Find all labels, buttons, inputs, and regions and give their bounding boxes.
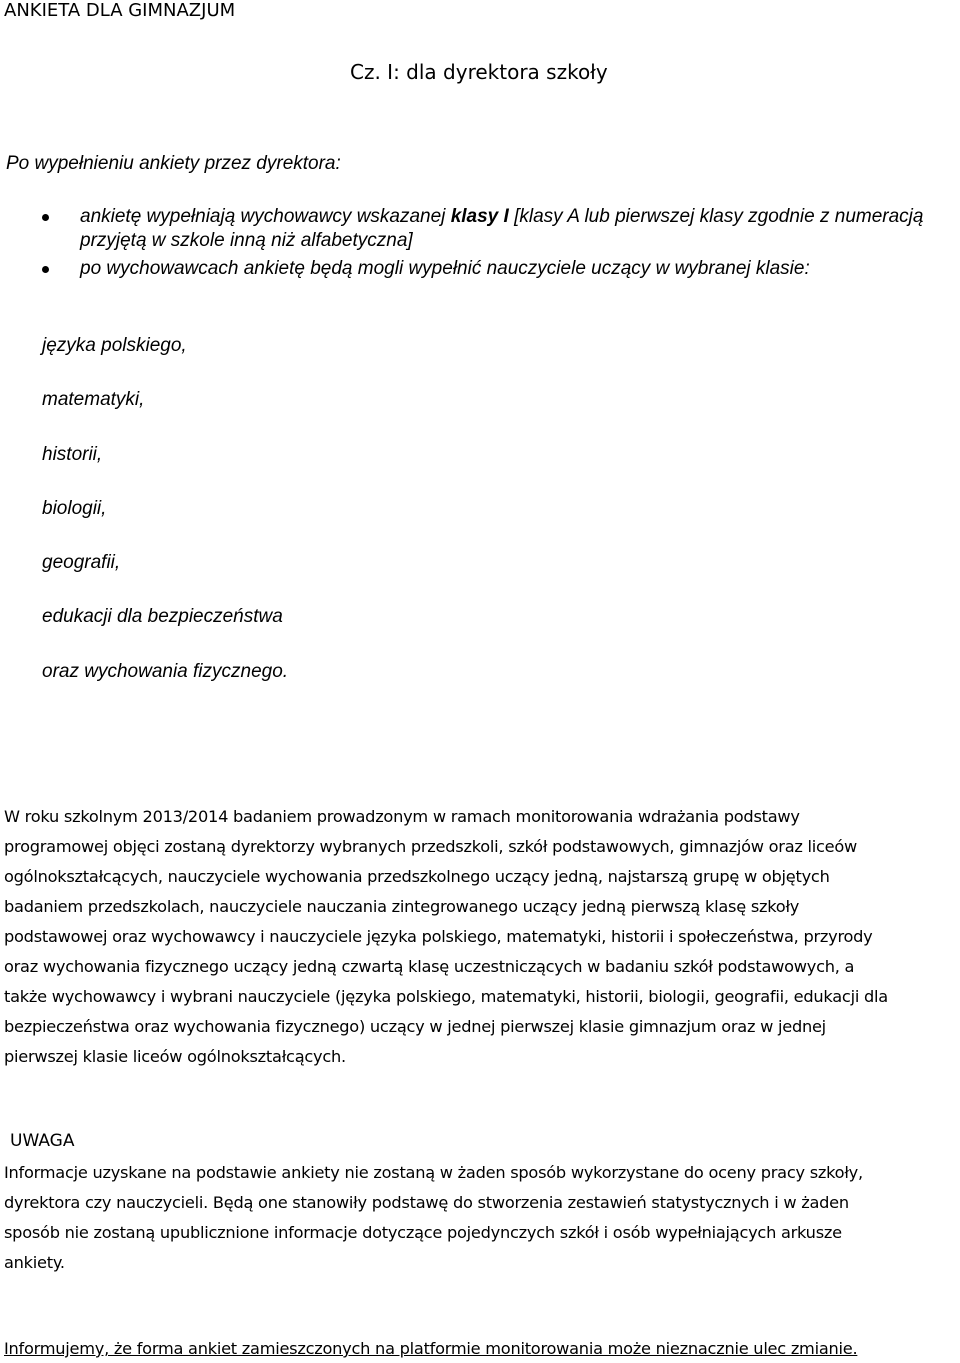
intro-text: Po wypełnieniu ankiety przez dyrektora:: [6, 153, 341, 174]
study-description-paragraph: [4, 802, 960, 1072]
paragraph-line: sposób nie zostaną upublicznione informacje dotyczące pojedynczych szkół i osób wypełniających arkusze: [4, 1223, 842, 1242]
paragraph-line: ankiety.: [4, 1253, 65, 1272]
bullet-text-bold: klasy I: [450, 206, 509, 227]
paragraph-line: Informacje uzyskane na podstawie ankiety nie zostaną w żaden sposób wykorzystane do oceny pracy szkoły,: [4, 1163, 863, 1182]
paragraph-line: także wychowawcy i wybrani nauczyciele (języka polskiego, matematyki, historii, biologii, geografii, edukacji dla: [4, 987, 888, 1006]
instruction-list: [0, 205, 960, 285]
warning-paragraph: [4, 1158, 954, 1278]
bullet-text-after: [klasy A lub pierwszej klasy zgodnie z numeracją przyjętą w szkole inną niż alfabetyczna]: [80, 206, 924, 251]
paragraph-line: oraz wychowania fizycznego uczący jedną czwartą klasę uczestniczących w badaniu szkół podstawowych, a: [4, 957, 855, 976]
paragraph-line: ogólnokształcących, nauczyciele wychowania przedszkolnego uczący jedną, najstarszą grupę w objętych: [4, 867, 830, 886]
section-title: Cz. I: dla dyrektora szkoły: [350, 60, 608, 84]
list-item: [0, 205, 960, 253]
subject-item: matematyki,: [42, 389, 145, 411]
subject-item: historii,: [42, 443, 103, 465]
document-header: ANKIETA DLA GIMNAZJUM: [4, 0, 236, 21]
paragraph-line: podstawowej oraz wychowawcy i nauczyciele języka polskiego, matematyki, historii i społeczeństwa, przyrody: [4, 927, 873, 946]
list-item: [0, 257, 960, 281]
bullet-icon: [42, 214, 49, 221]
paragraph-line: pierwszej klasie liceów ogólnokształcących.: [4, 1047, 346, 1066]
paragraph-line: programowej objęci zostaną dyrektorzy wybranych przedszkoli, szkół podstawowych, gimnazjów oraz liceów: [4, 837, 858, 856]
bullet-text-before: po wychowawcach ankietę będą mogli wypełnić nauczyciele uczący w wybranej klasie:: [80, 258, 810, 279]
paragraph-line: W roku szkolnym 2013/2014 badaniem prowadzonym w ramach monitorowania wdrażania podstawy: [4, 807, 800, 826]
paragraph-line: dyrektora czy nauczycieli. Będą one stanowiły podstawę do stworzenia zestawień statystycznych i w żaden: [4, 1193, 849, 1212]
bullet-icon: [42, 266, 49, 273]
subject-item: edukacji dla bezpieczeństwa: [42, 606, 283, 628]
bullet-text-before: ankietę wypełniają wychowawcy wskazanej: [80, 206, 451, 227]
subject-item: oraz wychowania fizycznego.: [42, 660, 289, 682]
subject-item: biologii,: [42, 497, 107, 519]
paragraph-line: badaniem przedszkolach, nauczyciele nauczania zintegrowanego uczący jedną pierwszą klasę szkoły: [4, 897, 800, 916]
footer-note: Informujemy, że forma ankiet zamieszczonych na platformie monitorowania może nieznacznie ulec zmianie.: [4, 1339, 858, 1358]
paragraph-line: bezpieczeństwa oraz wychowania fizycznego) uczący w jednej pierwszej klasie gimnazjum oraz w jednej: [4, 1017, 826, 1036]
subject-item: geografii,: [42, 552, 121, 574]
warning-heading: UWAGA: [10, 1131, 75, 1151]
subject-list: [42, 334, 288, 714]
subject-item: języka polskiego,: [42, 335, 187, 356]
